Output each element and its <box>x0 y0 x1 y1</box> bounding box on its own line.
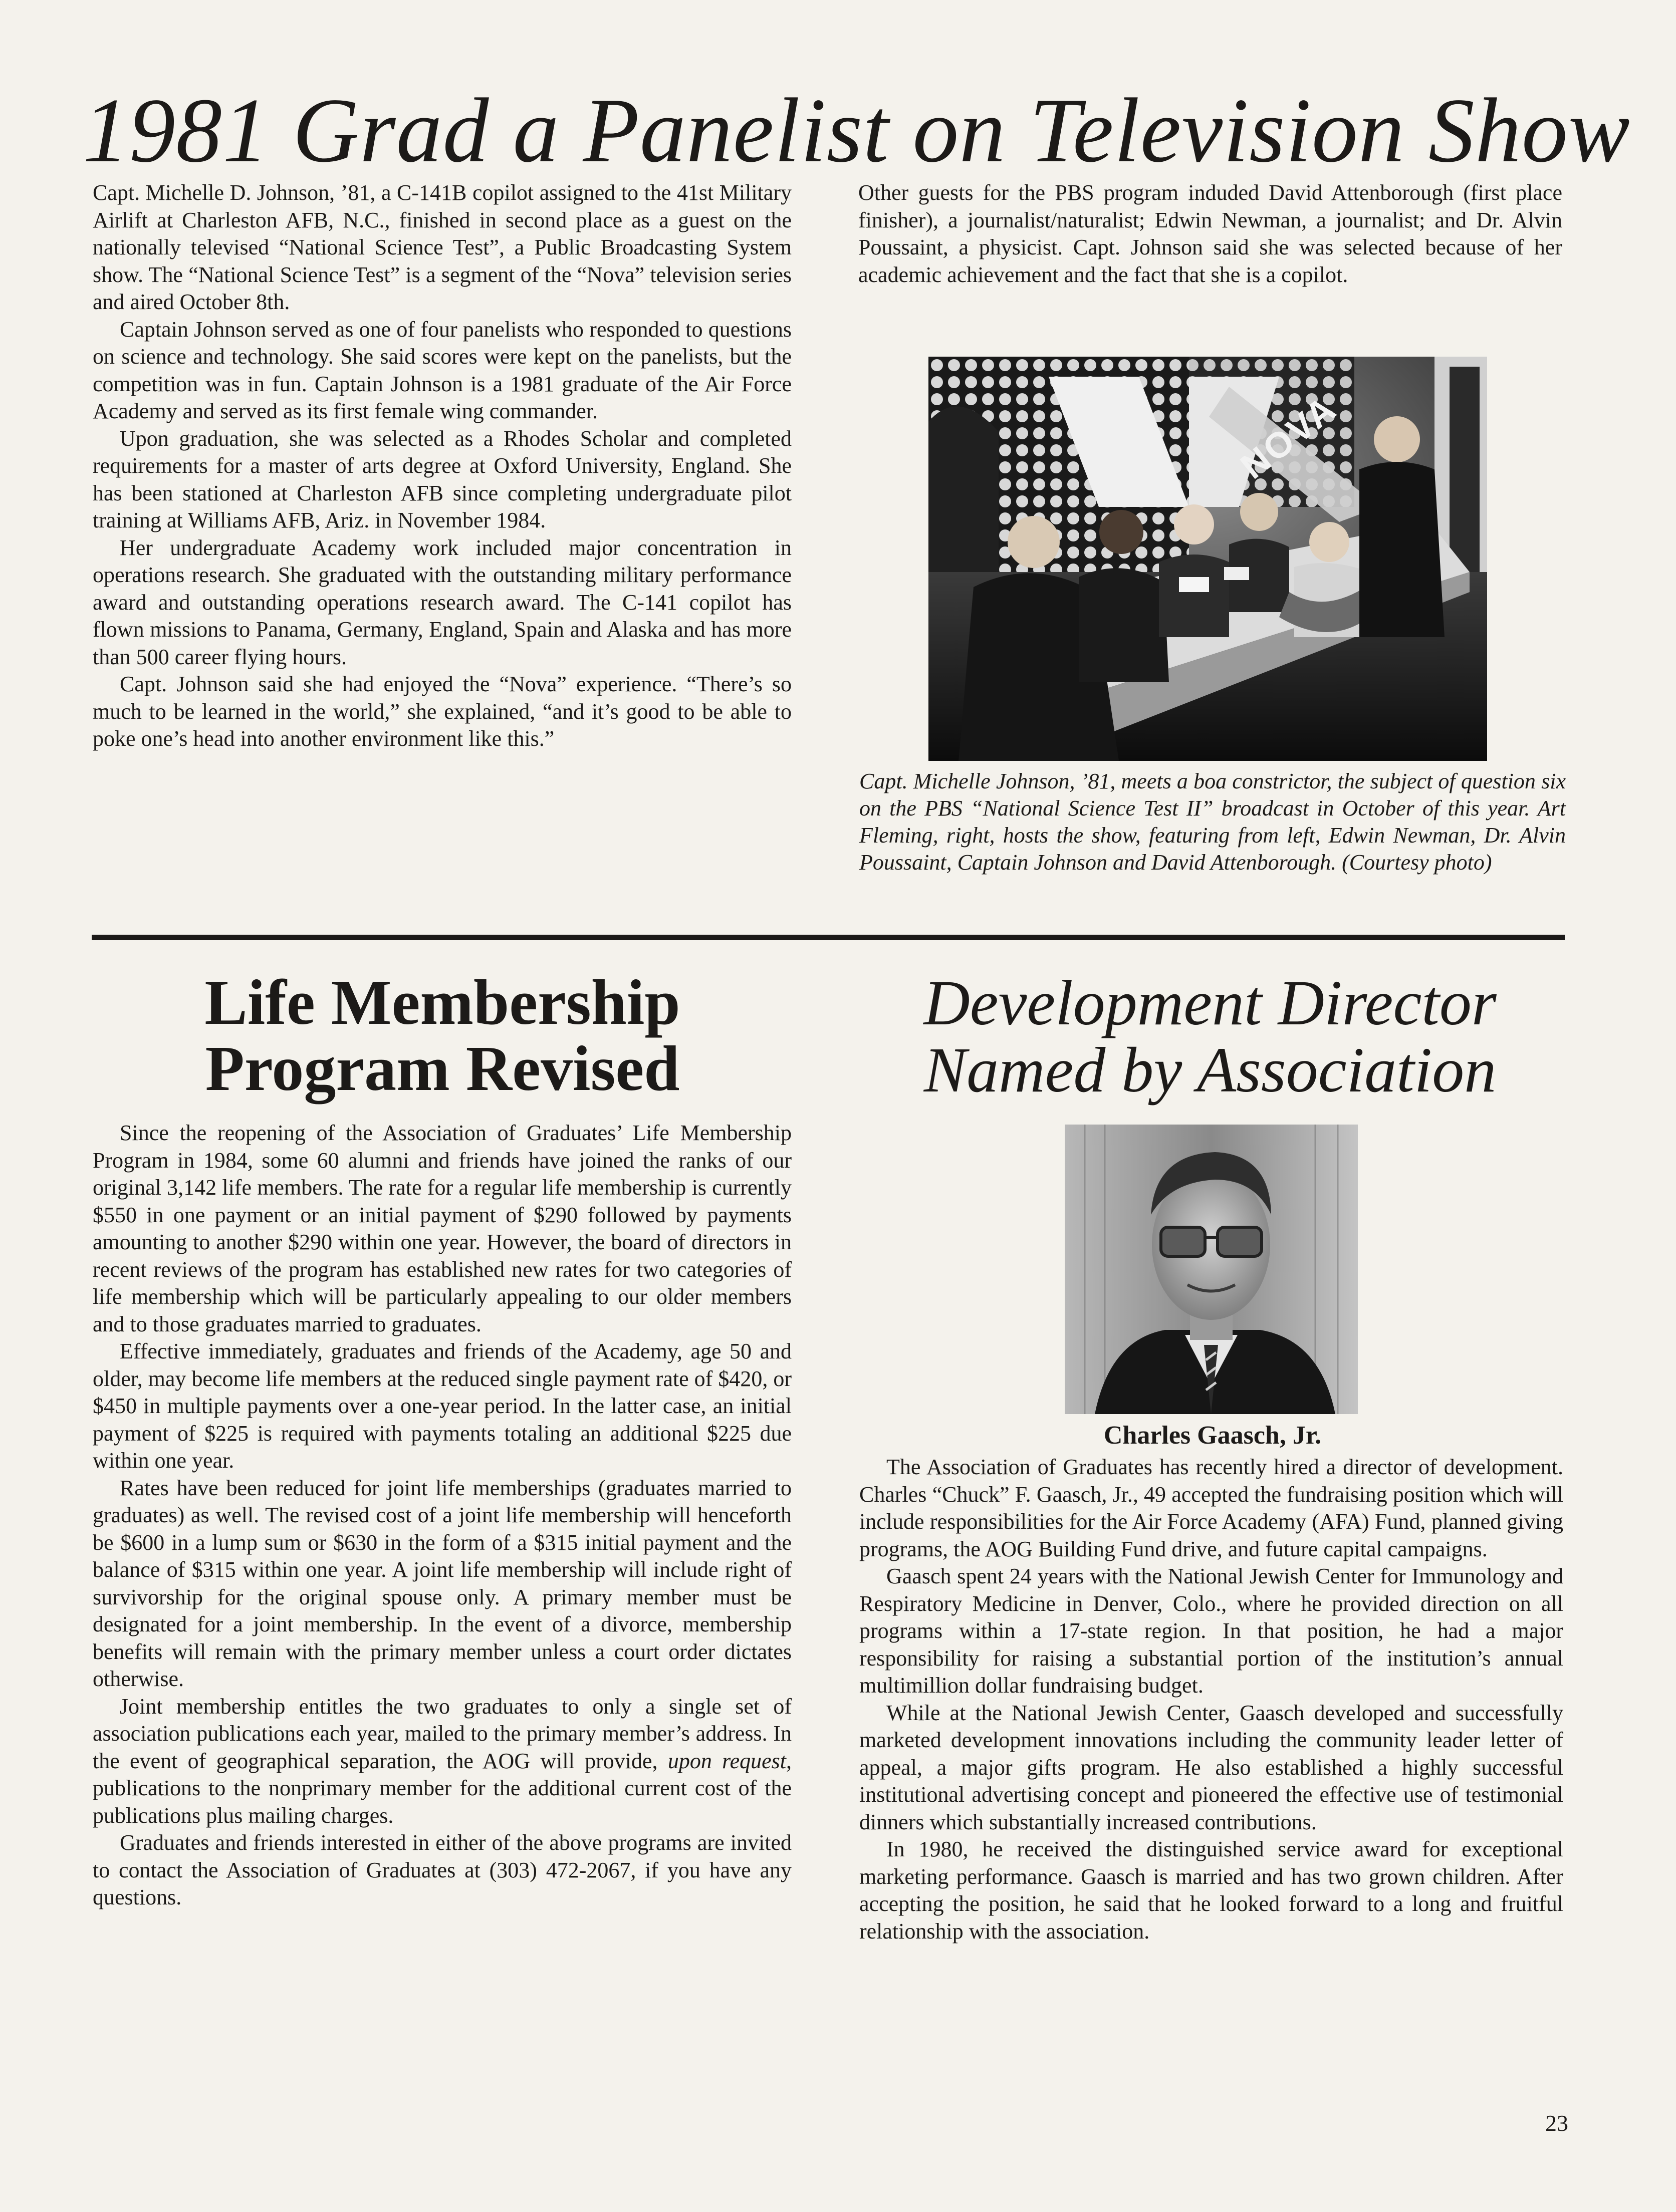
article1-right-paragraph: Other guests for the PBS program induded David Attenborough (first place finisher), a journalist/naturalist; Edwin Newman, a journalist; and Dr. Alvin Poussaint, a physicist. Capt. Johnson said she was selected because of her academic achievement and the fact that she is a copilot. <box>858 180 1562 287</box>
article3-headline-line1: Development Director <box>923 967 1497 1038</box>
nova-set-sign-text: NOVA <box>1233 388 1345 487</box>
portrait-photo <box>1065 1125 1358 1414</box>
article3-paragraph: While at the National Jewish Center, Gaasch developed and successfully marketed development innovations including the community leader letter of appeal, a major gifts program. He also established a highly successful institutional advertising concept and pioneered the effective use of testimonial dinners which substantially increased contributions. <box>859 1700 1563 1834</box>
article2-paragraph: Effective immediately, graduates and friends of the Academy, age 50 and older, may become life members at the reduced single payment rate of $420, or $450 in multiple payments over a one-year period. In the latter case, an initial payment of $225 is required with payments totaling an additional $225 due within one year. <box>93 1339 792 1473</box>
article2-headline <box>92 967 793 1104</box>
article3-body <box>859 1454 1563 1945</box>
nova-tv-set-photo <box>928 357 1487 761</box>
article1-right-column <box>858 179 1562 289</box>
article2-paragraph: Graduates and friends interested in either of the above programs are invited to contact the Association of Graduates at (303) 472-2067, if you have any questions. <box>93 1830 792 1909</box>
article2-text-span: Joint membership entitles the two graduates to only a single set of association publications each year, mailed to the primary member’s address. In the event of geographical separation, the AOG will provide, <box>93 1694 792 1773</box>
article2-paragraph: Rates have been reduced for joint life memberships (graduates married to graduates) as well. The revised cost of a joint life membership will henceforth be $600 in a lump sum or $630 in the form of a $315 initial payment and the balance of $315 within one year. A joint life membership will include right of survivorship for the original spouse only. A primary member must be designated for a joint membership. In the event of a divorce, membership benefits will remain with the primary member unless a court order dictates otherwise. <box>93 1475 792 1691</box>
article3-headline-line2: Named by Association <box>923 1034 1497 1105</box>
article1-paragraph: Capt. Johnson said she had enjoyed the “Nova” experience. “There’s so much to be learned in the world,” she explained, “and it’s good to be able to poke one’s head into another environment like this.” <box>93 672 792 751</box>
article2-emphasis: upon request <box>667 1748 787 1773</box>
article2-paragraph <box>93 1693 792 1830</box>
article1-paragraph: Captain Johnson served as one of four panelists who responded to questions on science and technology. She said scores were kept on the panelists, but the competition was in fun. Captain Johnson is a 1981 graduate of the Air Force Academy and served as its first female wing commander. <box>93 317 792 423</box>
article1-paragraph: Upon graduation, she was selected as a Rhodes Scholar and completed requirements for a master of arts degree at Oxford University, England. She has been stationed at Charleston AFB since completing undergraduate pilot training at Williams AFB, Ariz. in November 1984. <box>93 426 792 532</box>
nova-photo-caption: Capt. Michelle Johnson, ’81, meets a boa constrictor, the subject of question six on the PBS “National Science Test II” broadcast in October of this year. Art Fleming, right, hosts the show, featuring from left, Edwin Newman, Dr. Alvin Poussaint, Captain Johnson and David Attenborough. (Courtesy photo) <box>859 769 1566 875</box>
article3-paragraph: Gaasch spent 24 years with the National Jewish Center for Immunology and Respiratory Medicine in Denver, Colo., where he provided direction on all programs within a 17-state region. In that position, he had a major responsibility for raising a substantial portion of the institution’s annual multimillion dollar fundraising budget. <box>859 1564 1563 1698</box>
article1-paragraph: Her undergraduate Academy work included major concentration in operations research. She graduated with the outstanding military performance award and outstanding operations research award. The C-141 copilot has flown missions to Panama, Germany, England, Spain and Alaska and has more than 500 career flying hours. <box>93 535 792 669</box>
article2-headline-line2: Program Revised <box>205 1033 680 1104</box>
portrait-caption: Charles Gaasch, Jr. <box>1103 1421 1322 1450</box>
article2-paragraph: Since the reopening of the Association of Graduates’ Life Membership Program in 1984, some 60 alumni and friends have joined the ranks of our original 3,142 life members. The rate for a regular life membership is currently $550 in one payment or an initial payment of $290 followed by payments amounting to another $290 within one year. However, the board of directors in recent reviews of the program has established new rates for two categories of life membership which will be particularly appealing to our older members and to those graduates married to graduates. <box>93 1121 792 1336</box>
article2-text-span: , publications to the nonprimary member for the additional current cost of the publications plus mailing charges. <box>93 1748 792 1828</box>
article1-left-column <box>93 179 792 753</box>
article1-paragraph: Capt. Michelle D. Johnson, ’81, a C-141B copilot assigned to the 41st Military Airlift at Charleston AFB, N.C., finished in second place as a guest on the nationally televised “National Science Test”, a Public Broadcasting System show. The “National Science Test” is a segment of the “Nova” television series and aired October 8th. <box>93 180 792 314</box>
article3-headline <box>852 969 1568 1103</box>
article2-body <box>93 1120 792 1911</box>
article2-headline-line1: Life Membership <box>204 967 680 1038</box>
article3-paragraph: The Association of Graduates has recently hired a director of development. Charles “Chuck” F. Gaasch, Jr., 49 accepted the fundraising position which will include responsibilities for the Air Force Academy (AFA) Fund, planned giving programs, the AOG Building Fund drive, and future capital campaigns. <box>859 1455 1563 1561</box>
portrait-illustration <box>1065 1125 1358 1414</box>
article1-headline: 1981 Grad a Panelist on Television Show <box>83 79 1630 181</box>
nova-photo-illustration <box>928 357 1487 761</box>
section-divider-rule <box>92 935 1565 940</box>
article3-paragraph: In 1980, he received the distinguished service award for exceptional marketing performance. Gaasch is married and has two grown children. After accepting the position, he said that he looked forward to a long and fruitful relationship with the association. <box>859 1837 1563 1944</box>
page-number: 23 <box>1545 2110 1568 2136</box>
